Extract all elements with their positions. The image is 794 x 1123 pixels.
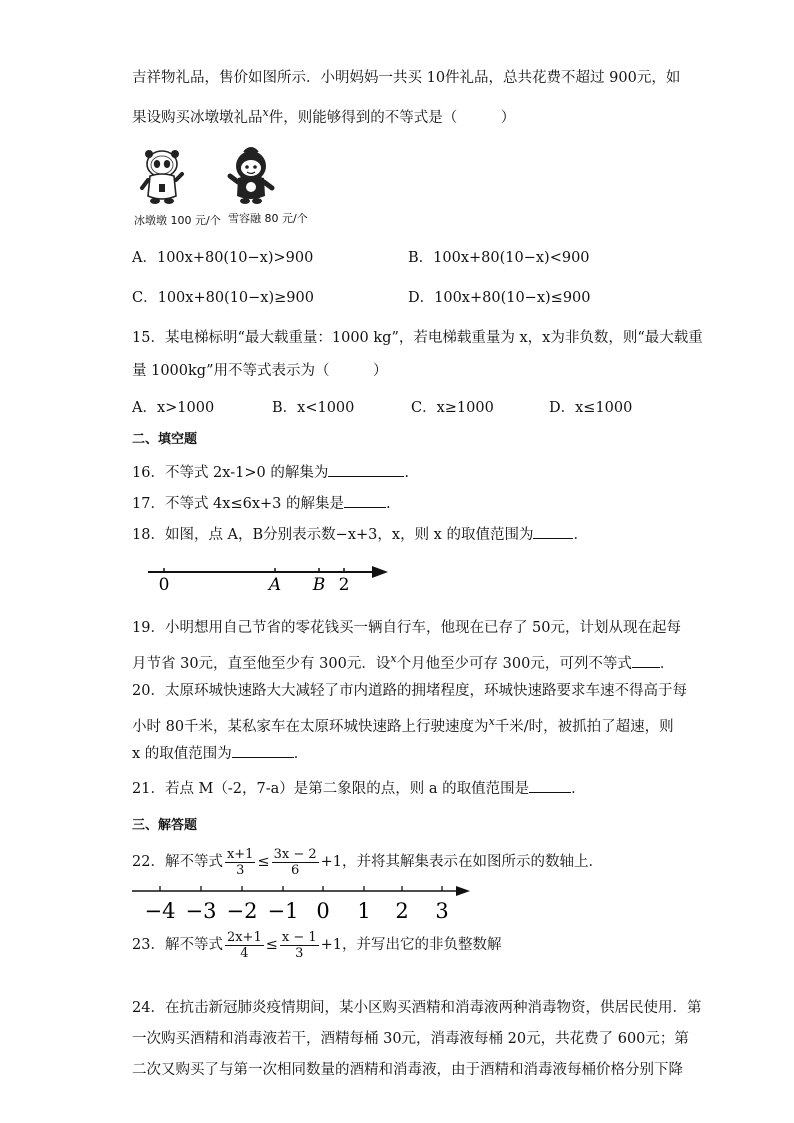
- q15-option-a: A．x>1000: [132, 400, 215, 416]
- q17-end: .: [386, 496, 391, 512]
- q14-line2: [132, 103, 515, 128]
- q21-text: 21．若点 M（-2，7-a）是第二象限的点，则 a 的取值范围是: [132, 781, 530, 797]
- q22-rhs-numerator: 3x − 2: [273, 846, 317, 862]
- q16-text: 16．不等式 2x-1>0 的解集为: [132, 465, 329, 481]
- q23-prefix: 23．解不等式: [132, 937, 223, 953]
- bing-dwen-dwen-image: [138, 148, 186, 206]
- q19-line2: [132, 649, 674, 674]
- q22: [132, 846, 603, 878]
- q18-label-a: A: [268, 575, 282, 595]
- q23-rhs-denominator: 3: [295, 945, 304, 961]
- q23-lhs-fraction: [225, 930, 264, 961]
- q19-var-x: x: [390, 652, 397, 665]
- q18-label-0: 0: [158, 575, 170, 595]
- q23-suffix: +1，并写出它的非负整数解: [320, 937, 502, 953]
- q15-option-b: B．x<1000: [272, 400, 355, 416]
- section-solve-heading: 三、解答题: [132, 818, 198, 833]
- q24-line3: 二次又购买了与第一次相同数量的酒精和消毒液，由于酒精和消毒液每桶价格分别下降: [132, 1062, 683, 1078]
- q14-option-b: B．100x+80(10−x)<900: [408, 250, 590, 266]
- q22-tick-label: 3: [435, 899, 449, 923]
- q21: [132, 778, 586, 799]
- q22-suffix: +1，并将其解集表示在如图所示的数轴上．: [320, 854, 604, 870]
- q14-line2-text: 果设购买冰墩墩礼品: [132, 109, 263, 126]
- q14-var-x: x: [262, 106, 269, 119]
- q20-line2-text: 小时 80千米，某私家车在太原环城快速路上行驶速度为: [132, 718, 489, 735]
- q24-line1: 24．在抗击新冠肺炎疫情期间，某小区购买酒精和消毒液两种消毒物资，供居民使用．第: [132, 1000, 702, 1016]
- q22-tick-label: −4: [144, 899, 176, 923]
- q22-number-line: [130, 880, 475, 924]
- q14-option-a: A．100x+80(10−x)>900: [132, 250, 314, 266]
- q15-line1: 15．某电梯标明“最大载重量：1000 kg”，若电梯载重量为 x，x为非负数，则“最大载重: [132, 330, 703, 346]
- q20-line2: [132, 712, 674, 737]
- q23-rhs-numerator: x − 1: [281, 929, 317, 945]
- q22-tick-label: 1: [357, 899, 371, 923]
- q18-number-line: [140, 560, 395, 596]
- q17: [132, 493, 391, 514]
- q18-end: ．: [573, 527, 588, 543]
- q15-option-c: C．x≥1000: [411, 400, 494, 416]
- q16: [132, 462, 409, 483]
- q16-end: .: [404, 465, 409, 481]
- q17-answer-blank: [344, 493, 386, 508]
- q15-line2: 量 1000kg”用不等式表示为（ ）: [132, 363, 388, 379]
- q17-text: 17．不等式 4x≤6x+3 的解集是: [132, 496, 344, 512]
- q22-lhs-fraction: [225, 847, 256, 878]
- q18: [132, 524, 588, 545]
- q24-line2: 一次购买酒精和消毒液若干，酒精每桶 30元，消毒液每桶 20元，共花费了 600元；第: [132, 1031, 689, 1047]
- q14-line2-end: 件，则能够得到的不等式是（ ）: [268, 109, 516, 126]
- q20-line1: 20．太原环城快速路大大减轻了市内道路的拥堵程度，环城快速路要求车速不得高于每: [132, 683, 687, 699]
- q19-line1: 19．小明想用自己节省的零花钱买一辆自行车，他现在已存了 50元，计划从现在起每: [132, 620, 682, 636]
- q22-lhs-denominator: 3: [236, 862, 245, 878]
- q21-end: ．: [571, 781, 586, 797]
- q18-label-b: B: [312, 575, 326, 595]
- q16-answer-blank: [328, 462, 404, 477]
- q21-answer-blank: [529, 778, 571, 793]
- q19-line2-end: 个月他至少可存 300元，可列不等式: [396, 655, 632, 672]
- q14-option-d: D．100x+80(10−x)≤900: [408, 290, 591, 306]
- q18-label-2: 2: [338, 575, 350, 595]
- q18-answer-blank: [533, 524, 573, 539]
- q20-answer-blank: [232, 743, 294, 758]
- q23: [132, 929, 502, 961]
- q14-option-c: C．100x+80(10−x)≥900: [132, 290, 314, 306]
- q20-line3: [132, 743, 308, 764]
- bing-dwen-dwen-caption: 冰墩墩 100 元/个: [134, 214, 221, 227]
- q22-rhs-fraction: [272, 847, 319, 878]
- q19-end: ．: [659, 655, 675, 672]
- q18-text: 18．如图，点 A，B分别表示数−x+3，x，则 x 的取值范围为: [132, 527, 534, 543]
- q20-line2-end: 千米/时，被抓拍了超速，则: [494, 718, 674, 735]
- q20-line3-text: x 的取值范围为: [132, 746, 232, 762]
- q23-lhs-denominator: 4: [240, 945, 249, 961]
- q22-tick-label: −3: [185, 899, 217, 923]
- q22-tick-label: 2: [395, 899, 409, 923]
- q20-var-x: x: [488, 715, 495, 728]
- q22-tick-label: −1: [267, 899, 299, 923]
- shuey-rhon-rhon-image: [226, 146, 276, 206]
- q22-prefix: 22．解不等式: [132, 854, 223, 870]
- q23-relation: ≤: [265, 937, 278, 953]
- q22-tick-label: −2: [226, 899, 258, 923]
- q15-option-d: D．x≤1000: [549, 400, 633, 416]
- q22-relation: ≤: [257, 854, 270, 870]
- shuey-rhon-rhon-caption: 雪容融 80 元/个: [228, 212, 308, 225]
- q14-line1: 吉祥物礼品，售价如图所示．小明妈妈一共买 10件礼品，总共花费不超过 900元，如: [132, 70, 681, 86]
- q19-answer-blank: [632, 653, 660, 668]
- q19-line2-text: 月节省 30元，直至他至少有 300元．设: [132, 655, 391, 672]
- q22-lhs-numerator: x+1: [226, 846, 254, 862]
- q23-lhs-numerator: 2x+1: [226, 929, 262, 945]
- section-fill-in-heading: 二、填空题: [132, 432, 198, 447]
- q20-end: ．: [293, 746, 309, 762]
- q22-rhs-denominator: 6: [290, 862, 300, 878]
- q22-tick-label: 0: [316, 899, 330, 923]
- q23-rhs-fraction: [280, 930, 319, 961]
